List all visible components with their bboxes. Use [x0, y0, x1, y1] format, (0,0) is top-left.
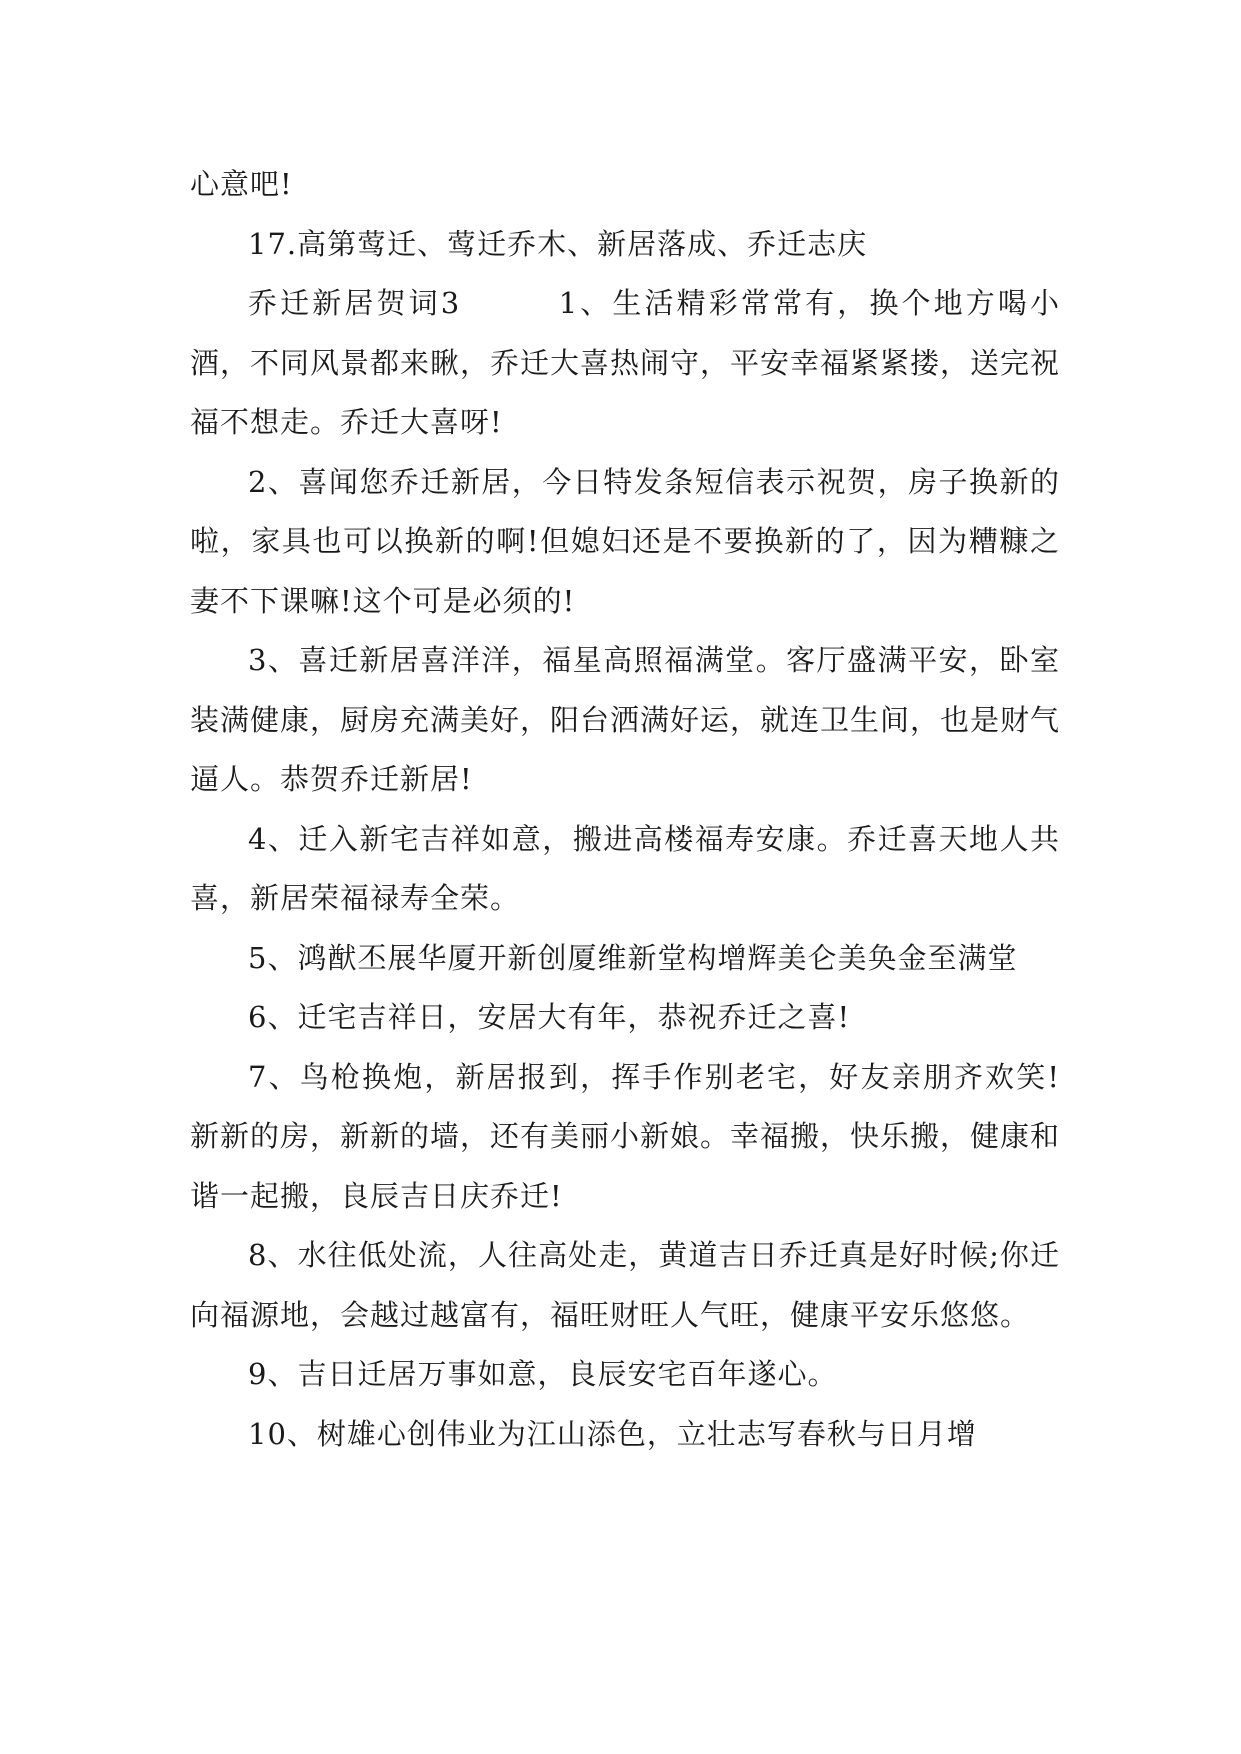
paragraph: 17.高第莺迁、莺迁乔木、新居落成、乔迁志庆 [248, 226, 868, 261]
paragraph: 10、树雄心创伟业为江山添色，立壮志写春秋与日月增 [248, 1416, 977, 1451]
paragraph: 7、鸟枪换炮，新居报到，挥手作别老宅，好友亲朋齐欢笑!新新的房，新新的墙，还有美丽小新娘。幸福搬，快乐搬，健康和谐一起搬，良辰吉日庆乔迁! [190, 1059, 1061, 1213]
paragraph: 4、迁入新宅吉祥如意，搬进高楼福寿安康。乔迁喜天地人共喜，新居荣福禄寿全荣。 [190, 821, 1060, 915]
paragraph: 5、鸿猷丕展华厦开新创厦维新堂构增辉美仑美奂金至满堂 [248, 940, 1018, 975]
paragraph: 乔迁新居贺词3 1、生活精彩常常有，换个地方喝小酒，不同风景都来瞅，乔迁大喜热闹守，平安幸福紧紧搂，送完祝福不想走。乔迁大喜呀! [190, 286, 1061, 439]
paragraph: 2、喜闻您乔迁新居，今日特发条短信表示祝贺，房子换新的啦，家具也可以换新的啊!但媳妇还是不要换新的了，因为糟糠之妻不下课嘛!这个可是必须的! [190, 464, 1060, 618]
paragraph: 心意吧! [190, 167, 293, 201]
paragraph: 8、水往低处流，人往高处走，黄道吉日乔迁真是好时候;你迁向福源地，会越过越富有，福旺财旺人气旺，健康平安乐悠悠。 [190, 1238, 1060, 1332]
paragraph: 6、迁宅吉祥日，安居大有年，恭祝乔迁之喜! [248, 1000, 851, 1034]
paragraph: 3、喜迁新居喜洋洋，福星高照福满堂。客厅盛满平安，卧室装满健康，厨房充满美好，阳台洒满好运，就连卫生间，也是财气逼人。恭贺乔迁新居! [190, 643, 1061, 796]
paragraph: 9、吉日迁居万事如意，良辰安宅百年遂心。 [248, 1357, 838, 1391]
document-body [190, 155, 1060, 1464]
